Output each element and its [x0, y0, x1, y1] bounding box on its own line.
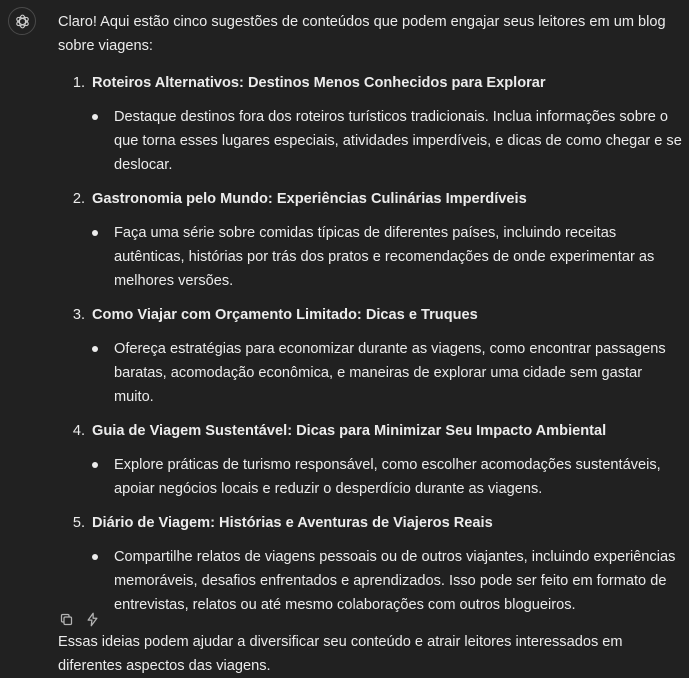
suggestion-item — [58, 187, 684, 293]
suggestion-number: 2. — [72, 191, 85, 207]
openai-logo-icon — [14, 13, 31, 30]
suggestion-item — [58, 71, 684, 177]
suggestion-list — [58, 71, 684, 617]
suggestion-detail — [58, 337, 684, 409]
suggestion-detail-text: Explore práticas de turismo responsável, como escolher acomodações sustentáveis, apoiar negócios locais e reduzir o desperdício durante as viagens. — [114, 457, 661, 497]
suggestion-item — [58, 303, 684, 409]
suggestion-heading — [58, 187, 684, 211]
suggestion-heading — [58, 511, 684, 535]
suggestion-detail-text: Destaque destinos fora dos roteiros turísticos tradicionais. Inclua informações sobre o que torna esses lugares especiais, atividades imperdíveis, e dicas de como chegar e se deslocar. — [114, 109, 682, 173]
suggestion-title: Guia de Viagem Sustentável: Dicas para Minimizar Seu Impacto Ambiental — [92, 423, 607, 439]
suggestion-heading — [58, 71, 684, 95]
suggestion-details — [58, 453, 684, 501]
suggestion-number: 5. — [72, 515, 85, 531]
suggestion-details — [58, 105, 684, 177]
message-intro: Claro! Aqui estão cinco sugestões de conteúdos que podem engajar seus leitores em um blog sobre viagens: — [58, 14, 666, 54]
suggestion-title: Roteiros Alternativos: Destinos Menos Conhecidos para Explorar — [92, 75, 546, 91]
suggestion-title: Diário de Viagem: Histórias e Aventuras de Viajeros Reais — [92, 515, 493, 531]
suggestion-details — [58, 337, 684, 409]
message-actions — [57, 610, 101, 628]
assistant-avatar — [8, 7, 36, 35]
regenerate-icon — [85, 612, 100, 627]
suggestion-heading — [58, 419, 684, 443]
suggestion-details — [58, 545, 684, 617]
suggestion-title: Como Viajar com Orçamento Limitado: Dicas e Truques — [92, 307, 478, 323]
suggestion-number: 1. — [72, 75, 85, 91]
suggestion-number: 4. — [72, 423, 85, 439]
suggestion-item — [58, 419, 684, 501]
suggestion-item — [58, 511, 684, 617]
copy-button[interactable] — [57, 610, 75, 628]
suggestion-title: Gastronomia pelo Mundo: Experiências Culinárias Imperdíveis — [92, 191, 527, 207]
suggestion-detail — [58, 221, 684, 293]
suggestion-detail — [58, 453, 684, 501]
suggestion-detail-text: Compartilhe relatos de viagens pessoais ou de outros viajantes, incluindo experiências memoráveis, desafios enfrentados e aprendizados. Isso pode ser feito em formato de entrevistas, relatos ou até mesmo colaborações com outros blogueiros. — [114, 549, 676, 613]
suggestion-details — [58, 221, 684, 293]
regenerate-button[interactable] — [83, 610, 101, 628]
copy-icon — [59, 612, 74, 627]
suggestion-detail — [58, 545, 684, 617]
suggestion-detail — [58, 105, 684, 177]
suggestion-heading — [58, 303, 684, 327]
suggestion-number: 3. — [72, 307, 85, 323]
suggestion-detail-text: Ofereça estratégias para economizar durante as viagens, como encontrar passagens baratas, acomodação econômica, e maneiras de explorar uma cidade sem gastar muito. — [114, 341, 666, 405]
assistant-message — [58, 10, 684, 678]
message-conclusion: Essas ideias podem ajudar a diversificar seu conteúdo e atrair leitores interessados em diferentes aspectos das viagens. — [58, 634, 623, 674]
suggestion-detail-text: Faça uma série sobre comidas típicas de diferentes países, incluindo receitas autênticas, histórias por trás dos pratos e recomendações de onde experimentar as melhores versões. — [114, 225, 655, 289]
